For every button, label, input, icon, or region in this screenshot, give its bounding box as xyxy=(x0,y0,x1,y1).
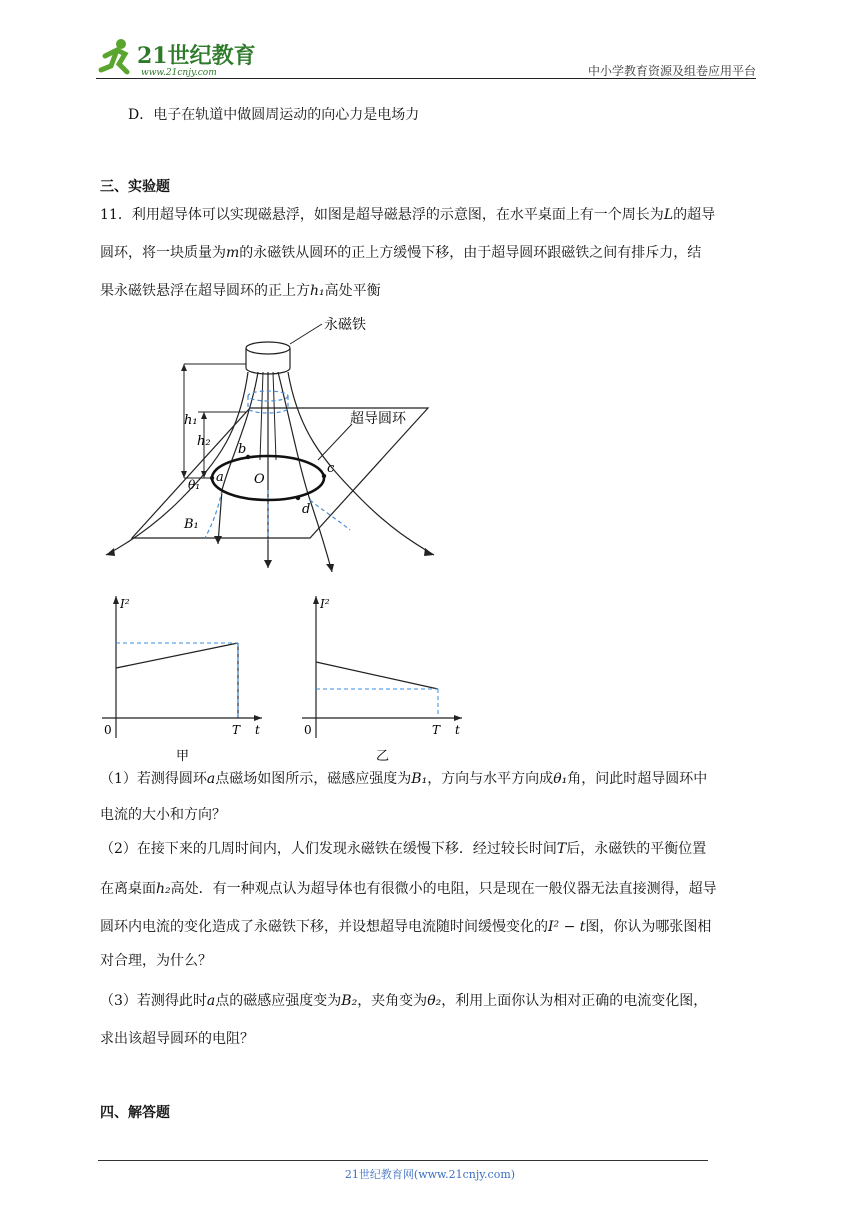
svg-text:0: 0 xyxy=(104,723,112,737)
svg-text:I²: I² xyxy=(320,597,330,611)
section-title-3: 三、实验题 xyxy=(100,179,170,195)
table-plane xyxy=(132,408,428,538)
svg-text:www.21cnjy.com: www.21cnjy.com xyxy=(141,68,217,78)
svg-text:甲: 甲 xyxy=(176,749,190,764)
svg-text:0: 0 xyxy=(304,723,312,737)
svg-text:T: T xyxy=(432,723,441,737)
svg-text:a: a xyxy=(216,470,224,485)
graph-jia xyxy=(98,590,268,770)
svg-text:21世纪教育: 21世纪教育 xyxy=(137,43,256,69)
part3-line1: （3）若测得此时a点的磁感应强度变为B₂，夹角变为θ₂，利用上面你认为相对正确的电流变化图， xyxy=(100,993,708,1009)
svg-text:b: b xyxy=(238,442,247,457)
svg-text:h₁: h₁ xyxy=(184,413,198,428)
svg-text:T: T xyxy=(232,723,241,737)
runner-icon xyxy=(101,39,127,72)
section-title-4: 四、解答题 xyxy=(100,1105,170,1121)
svg-text:乙: 乙 xyxy=(376,749,390,764)
part2-line4: 对合理，为什么？ xyxy=(100,953,212,969)
header-tagline: 中小学教育资源及组卷应用平台 xyxy=(587,64,756,78)
part2-line1: （2）在接下来的几周时间内，人们发现永磁铁在缓慢下移．经过较长时间T后，永磁铁的平衡位置 xyxy=(100,841,707,857)
line-decreasing xyxy=(316,662,438,689)
site-logo xyxy=(95,36,260,80)
magnet xyxy=(246,342,290,374)
line-increasing xyxy=(116,643,238,668)
part1-line1: （1）若测得圆环a点磁场如图所示，磁感应强度为B₁，方向与水平方向成θ₁角，问此时超导圆环中 xyxy=(100,771,708,787)
field-line-inner-right xyxy=(278,372,332,572)
svg-text:B₁: B₁ xyxy=(184,517,199,532)
svg-text:d: d xyxy=(302,502,311,517)
svg-text:t: t xyxy=(255,723,260,737)
svg-text:h₂: h₂ xyxy=(197,434,211,449)
q11-line1: 11．利用超导体可以实现磁悬浮，如图是超导磁悬浮的示意图，在水平桌面上有一个周长为L的超导 xyxy=(100,207,716,223)
maglev-figure xyxy=(100,310,440,582)
part2-line2: 在离桌面h₂高处．有一种观点认为超导体也有很微小的电阻，只是现在一般仪器无法直接测得，超导 xyxy=(100,881,717,897)
svg-text:超导圆环: 超导圆环 xyxy=(350,411,406,427)
svg-text:c: c xyxy=(327,461,335,476)
footer-divider xyxy=(98,1160,708,1161)
svg-text:θ₁: θ₁ xyxy=(188,478,201,492)
svg-text:I²: I² xyxy=(120,597,130,611)
q11-line2: 圆环，将一块质量为m的永磁铁从圆环的正上方缓慢下移，由于超导圆环跟磁铁之间有排斥力，结 xyxy=(100,245,702,261)
header-divider xyxy=(96,78,756,79)
option-d: D．电子在轨道中做圆周运动的向心力是电场力 xyxy=(128,107,420,123)
part1-line2: 电流的大小和方向？ xyxy=(100,807,226,823)
part3-line2: 求出该超导圆环的电阻？ xyxy=(100,1031,254,1047)
svg-text:永磁铁: 永磁铁 xyxy=(324,317,366,333)
svg-text:t: t xyxy=(455,723,460,737)
q11-line3: 果永磁铁悬浮在超导圆环的正上方h₁高处平衡 xyxy=(100,283,381,299)
part2-line3: 圆环内电流的变化造成了永磁铁下移，并设想超导电流随时间缓慢变化的I² − t图，你认为哪张图相 xyxy=(100,919,712,935)
graph-yi xyxy=(298,590,468,770)
footer-text[interactable]: 21世纪教育网(www.21cnjy.com) xyxy=(344,1168,516,1181)
svg-text:O: O xyxy=(254,472,265,487)
